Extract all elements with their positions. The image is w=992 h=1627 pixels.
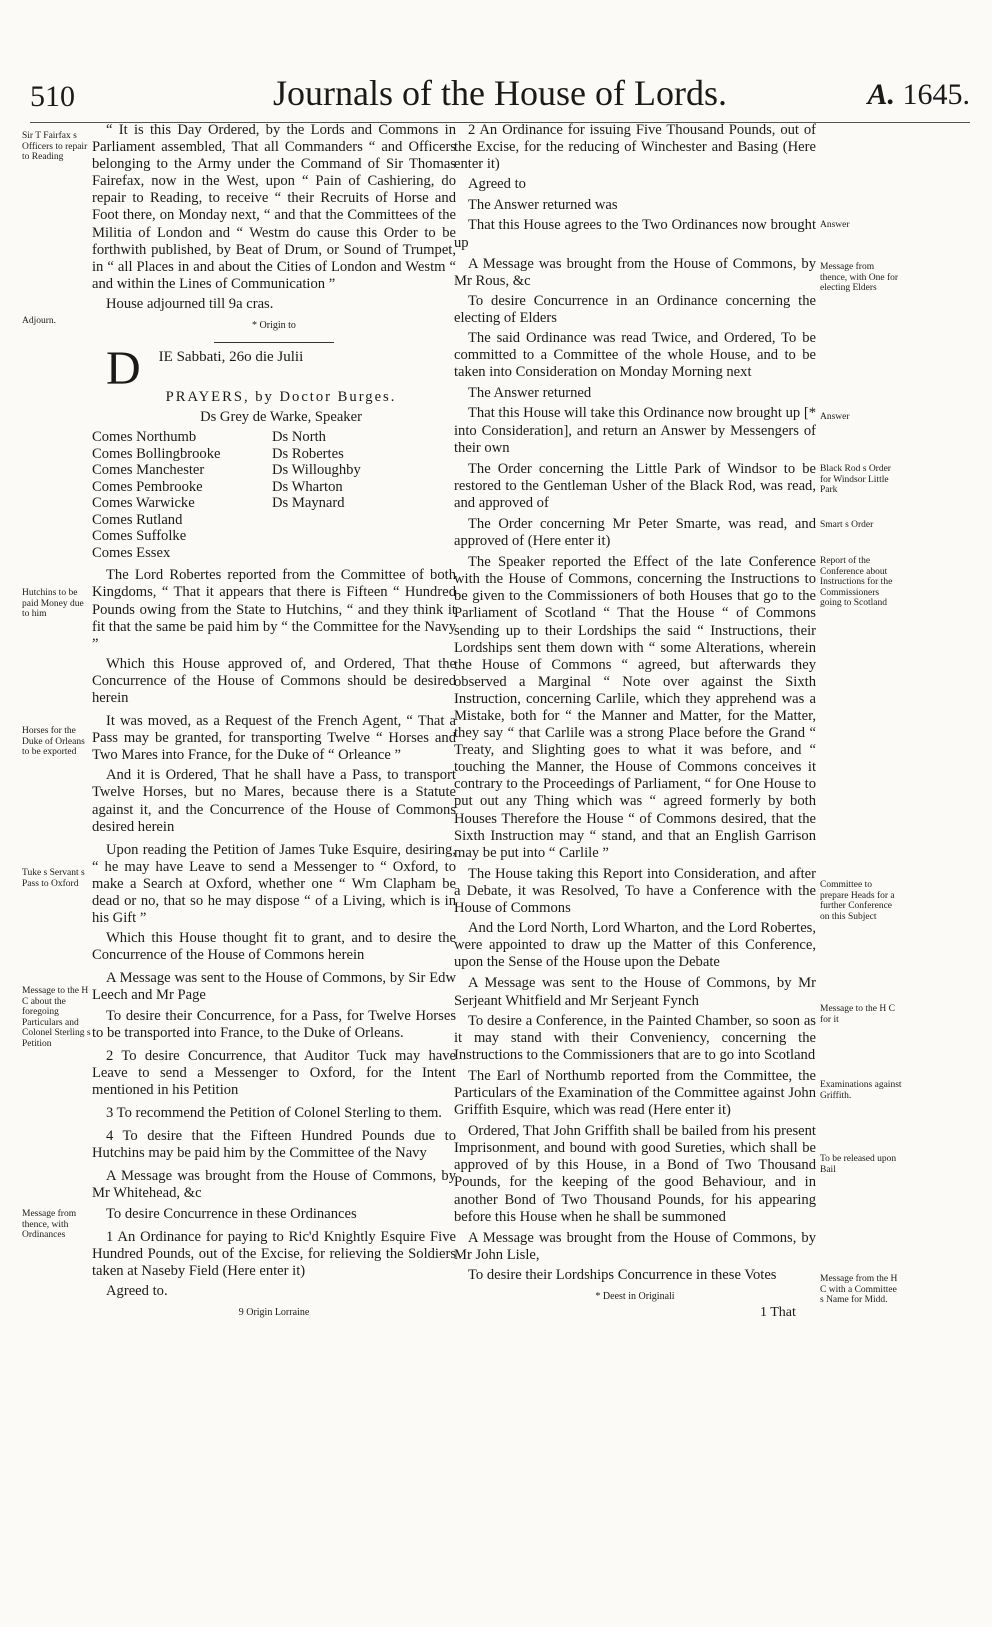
date-heading [92, 342, 456, 396]
lord-name: Ds Wharton [272, 478, 343, 495]
section-rule [214, 342, 334, 343]
paragraph: 4 To desire that the Fifteen Hundred Pounds due to Hutchins may be paid him by the Committee of the Navy [92, 1128, 456, 1162]
margin-note: Tuke s Servant s Pass to Oxford [22, 868, 85, 889]
drop-initial: D [106, 342, 141, 396]
paragraph: The Order concerning the Little Park of Windsor to be restored to the Gentleman Usher of the Black Rod, was read, and approved of [454, 460, 816, 511]
margin-note: Committee to prepare Heads for a further Conference on this Subject [820, 880, 895, 922]
margin-note: To be released upon Bail [820, 1154, 897, 1175]
paragraph: Which this House thought fit to grant, and to desire the Concurrence of the House of Commons herein [92, 930, 456, 964]
column-left [92, 122, 456, 1325]
paragraph: To desire a Conference, in the Painted Chamber, so soon as it may stand with their Conveniency, concerning the Instructions to the Commissioners that are to go into Scotland [454, 1012, 816, 1063]
paragraph: Which this House approved of, and Ordered, That the Concurrence of the House of Commons should be desired herein [92, 655, 456, 706]
paragraph: 3 To recommend the Petition of Colonel Sterling to them. [106, 1105, 442, 1122]
year [867, 78, 970, 112]
footnote: 9 Origin Lorraine [238, 1306, 310, 1318]
adjourn-text: House adjourned till 9a cras. [106, 295, 274, 312]
paragraph: That this House will take this Ordinance now brought up [* into Consideration], and return an Answer by Messengers of their own [454, 405, 816, 456]
footnote: * Deest in Originali [595, 1291, 675, 1302]
margin-note: Smart s Order [820, 520, 874, 530]
speaker: Ds Grey de Warke, Speaker [200, 409, 362, 426]
paragraph: Upon reading the Petition of James Tuke Esquire, desiring, “ he may have Leave to send a Messenger to “ Oxford, to make a Search at Oxford, whether one “ Wm Clapham be dead or no, that so he may dispose “ of a Living, which is in his Gift ” [92, 841, 456, 927]
lord-name: Comes Warwicke [92, 495, 195, 512]
prayers: PRAYERS, by Doctor Burges. [165, 389, 397, 406]
margin-note: Adjourn. [22, 316, 57, 326]
paragraph: The Speaker reported the Effect of the late Conference with the House of Commons, concerning the Instructions to be given to the Commissioners of both Houses that go to the Parliament of Scotland “ That the House “ of Commons sending up to their Lordships the said “ Instructions, their Lordships sent them down with “ some Alterations, wherein the House of Commons “ agreed, but afterwards they observed a Marginal “ Note over against the Sixth Instruction, concerning Carlile, which they apprehend was a Mistake, both for “ the Manner and Matter, for the Matter, they say “ that Carlile was a strong Place before the Grand “ Treaty, and Slighting goes to what it was before, and “ touching the Manner, the House of Commons conceives it contrary to the Proceedings of Parliament, “ for One House to put out any Thing which was “ agreed formerly by both Houses Therefore the House “ of Commons desired, that the Sixth Instruction may “ stand, and that an English Garrison may be put into “ Carlile ” [454, 554, 816, 861]
lords-list-right [272, 429, 452, 561]
margin-note: Report of the Conference about Instructions for the Commissioners going to Scotland [820, 556, 893, 608]
margin-note: Message from the H C with a Committee s Name for Midd. [820, 1274, 898, 1305]
paragraph: A Message was brought from the House of Commons, by Mr Whitehead, &c [92, 1168, 456, 1202]
paragraph: 1 An Ordinance for paying to Ric'd Knightly Esquire Five Hundred Pounds, out of the Excise, for relieving the Soldiers taken at Naseby Field (Here enter it) [92, 1228, 456, 1279]
lord-name: Comes Bollingbrooke [92, 445, 221, 462]
margin-note: Message from thence, with One for electing Elders [820, 262, 899, 293]
paragraph: To desire their Concurrence, for a Pass, for Twelve Horses to be transported into France, to the Duke of Orleans. [92, 1007, 456, 1041]
lord-name: Ds Willoughby [272, 462, 361, 479]
lord-name: Ds Robertes [272, 445, 344, 462]
paragraph: A Message was sent to the House of Commons, by Sir Edw Leech and Mr Page [92, 970, 456, 1004]
paragraph: The Answer returned was [468, 197, 618, 214]
paragraph: The Order concerning Mr Peter Smarte, was read, and approved of (Here enter it) [454, 515, 816, 550]
margin-note: Answer [820, 412, 850, 422]
catchword: 1 That [760, 1305, 796, 1320]
margin-note: Sir T Fairfax s Officers to repair to Reading [22, 131, 88, 162]
paragraph: And the Lord North, Lord Wharton, and the Lord Robertes, were appointed to draw up the Matter of this Conference, upon the Sense of the House upon the Debate [454, 920, 816, 971]
margin-note: Black Rod s Order for Windsor Little Park [820, 464, 891, 495]
margin-note: Examinations against Griffith. [820, 1080, 902, 1101]
paragraph: Ordered, That John Griffith shall be bailed from his present Imprisonment, and bound with good Sureties, which shall be approved of by this House, in a Bond of Two Thousand Pounds, for the keeping of the good Behaviour, and in another Bond of Two Thousand Pounds, for his appearing before this House when he shall be summoned [454, 1123, 816, 1225]
lord-name: Comes Rutland [92, 511, 183, 528]
margin-note: Horses for the Duke of Orleans to be exported [22, 726, 85, 757]
paragraph: 2 To desire Concurrence, that Auditor Tuck may have Leave to send a Messenger to Oxford, for the Intent mentioned in his Petition [92, 1047, 456, 1098]
date-heading-text: IE Sabbati, 26o die Julii [158, 349, 304, 366]
paragraph: 2 An Ordinance for issuing Five Thousand Pounds, out of the Excise, for the reducing of Winchester and Basing (Here enter it) [454, 122, 816, 173]
order-text: “ It is this Day Ordered, by the Lords and Commons in Parliament assembled, That all Commanders “ and Officers belonging to the Army under the Command of Sir Thomas Fairefax, now in the West, upon “ Pain of Cashiering, do repair to Reading, to receive “ their Recruits of Horse and Foot there, on Monday next, “ and that the Committees of the Militia of London and “ Westm do cause this Order to be forthwith published, by Beat of Drum, or Sound of Trumpet, in “ all Places in and about the Cities of London and Westm “ and within the Lines of Communication ” [92, 122, 456, 292]
lord-name: Comes Suffolke [92, 528, 187, 545]
paragraph: To desire Concurrence in these Ordinances [106, 1205, 357, 1222]
paragraph: A Message was brought from the House of Commons, by Mr Rous, &c [454, 255, 816, 289]
lord-name: Comes Essex [92, 544, 171, 561]
paragraph: Agreed to. [106, 1282, 168, 1299]
paragraph: The said Ordinance was read Twice, and Ordered, To be committed to a Committee of the whole House, and to be taken into Consideration on Monday Morning next [454, 330, 816, 381]
paragraph: It was moved, as a Request of the French Agent, “ That a Pass may be granted, for transporting Twelve “ Horses and Two Mares into France, for the Duke of “ Orleance ” [92, 713, 456, 764]
paragraph: The House taking this Report into Consideration, and after a Debate, it was Resolved, To have a Conference with the House of Commons [454, 865, 816, 917]
paragraph: To desire Concurrence in an Ordinance concerning the electing of Elders [454, 292, 816, 326]
page-number: 510 [30, 80, 75, 113]
journal-title: Journals of the House of Lords. [273, 73, 727, 113]
paragraph: The Earl of Northumb reported from the Committee, the Particulars of the Examination of the Committee against John Griffith Esquire, which was read (Here enter it) [454, 1067, 816, 1119]
margin-note: Hutchins to be paid Money due to him [22, 588, 84, 619]
year-value: 1645. [902, 78, 970, 111]
lord-name: Comes Northumb [92, 429, 197, 446]
footnote-origin: * Origin to [252, 320, 296, 332]
lord-name: Comes Pembrooke [92, 478, 203, 495]
paragraph: And it is Ordered, That he shall have a Pass, to transport Twelve Horses, but no Mares, because there is a Statute against it, and the Concurrence of the House of Commons desired herein [92, 767, 456, 835]
paragraph: A Message was sent to the House of Commons, by Mr Serjeant Whitfield and Mr Serjeant Fynch [454, 975, 816, 1009]
paragraph: A Message was brought from the House of Commons, by Mr John Lisle, [454, 1229, 816, 1263]
page-header [30, 72, 970, 120]
margin-note: Answer [820, 220, 850, 230]
lords-list-left [92, 429, 272, 561]
paragraph: Agreed to [468, 176, 526, 193]
margin-note: Message to the H C about the foregoing Particulars and Colonel Sterling s Petition [22, 986, 91, 1049]
lord-name: Comes Manchester [92, 462, 205, 479]
margin-note: Message to the H C for it [820, 1004, 895, 1025]
paragraph: The Lord Robertes reported from the Committee of both Kingdoms, “ That it appears that there is Fifteen “ Hundred Pounds owing from the State to Hutchins, “ and they think it fit that the same be paid him by “ the Committee for the Navy ” [92, 567, 456, 652]
lords-present [92, 429, 456, 561]
paragraph: The Answer returned [468, 385, 592, 402]
paragraph: To desire their Lordships Concurrence in these Votes [468, 1266, 777, 1283]
lord-name: Ds Maynard [272, 495, 345, 512]
year-prefix: A. [867, 78, 895, 111]
margin-note: Message from thence, with Ordinances [22, 1209, 77, 1240]
paragraph: That this House agrees to the Two Ordinances now brought up [454, 217, 816, 251]
lord-name: Ds North [272, 429, 326, 446]
column-right [454, 122, 816, 1309]
